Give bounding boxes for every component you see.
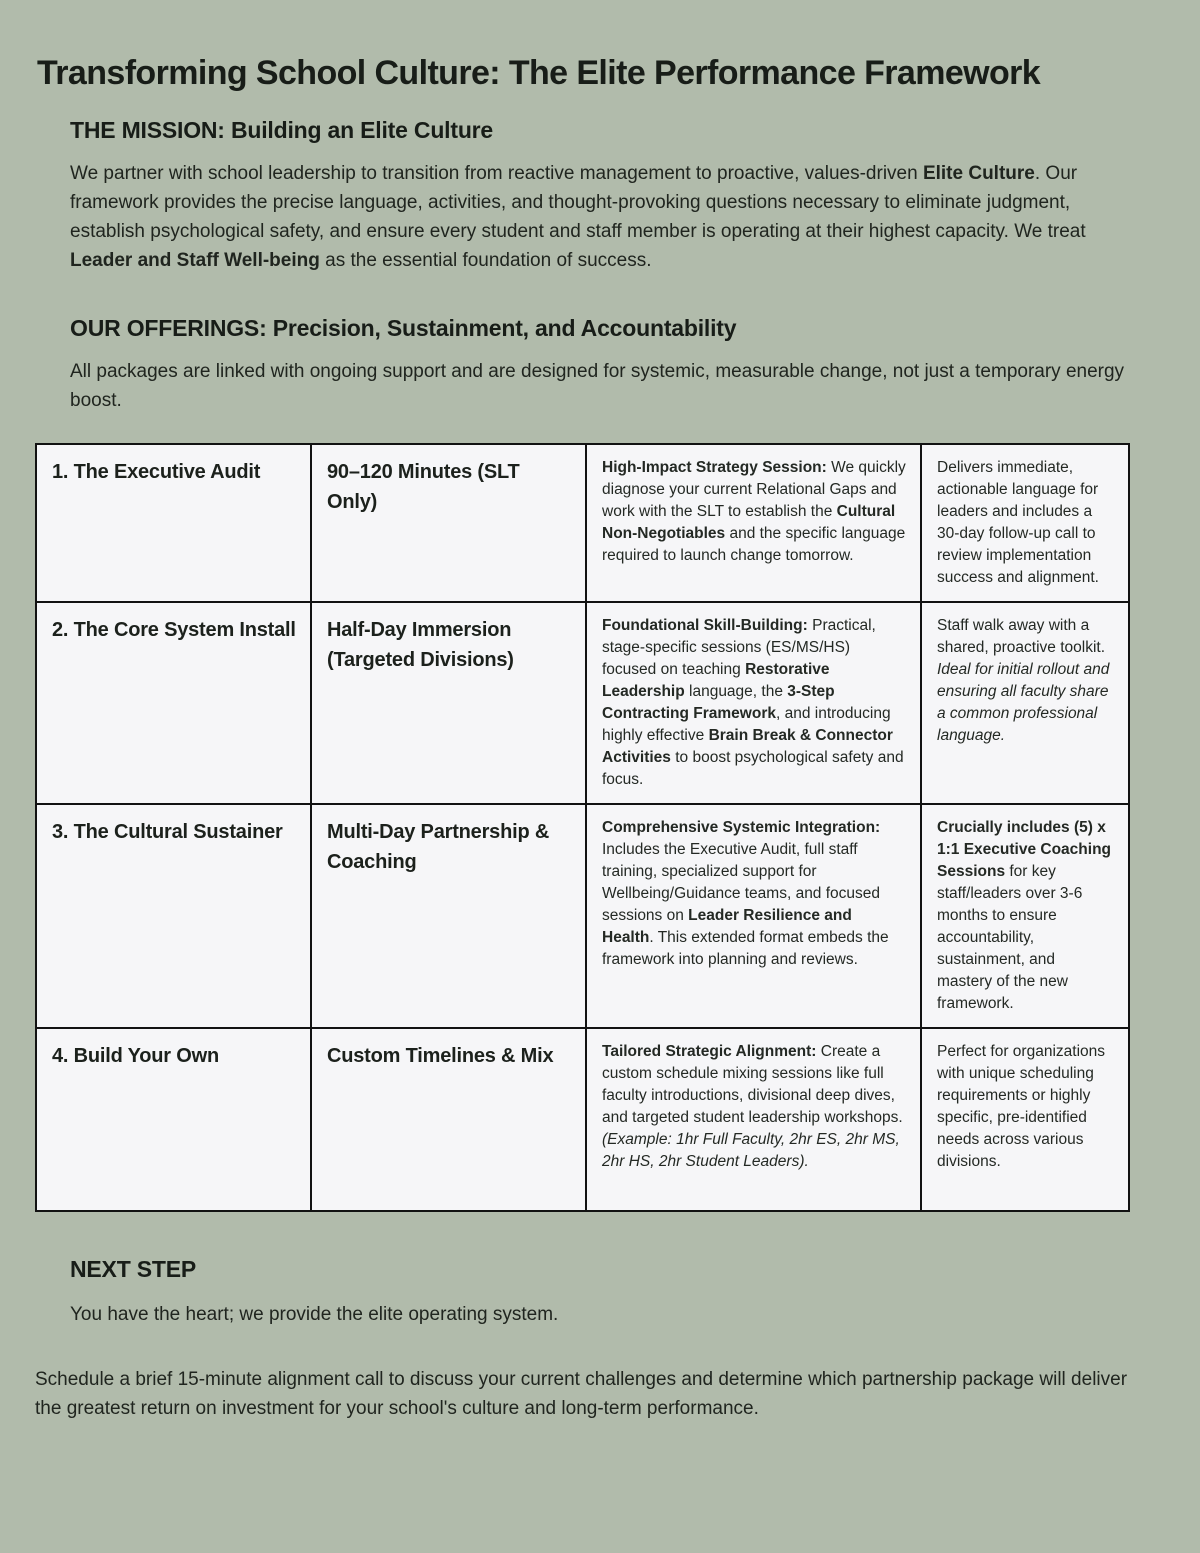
package-outcome-cell: Perfect for organizations with unique scheduling requirements or highly specific, pre-identified needs across various divisions. xyxy=(921,1028,1129,1211)
body-sections xyxy=(70,117,1146,415)
package-description-cell: Foundational Skill-Building: Practical, stage-specific sessions (ES/MS/HS) focused on teaching Restorative Leadership language, the 3-Step Contracting Framework, and introducing highly effective Brain Break & Connector Activities to boost psychological safety and focus. xyxy=(586,602,921,804)
package-description-cell: High-Impact Strategy Session: We quickly diagnose your current Relational Gaps and work with the SLT to establish the Cultural Non-Negotiables and the specific language required to launch change tomorrow. xyxy=(586,444,921,602)
offerings-table xyxy=(35,443,1130,1212)
package-outcome-cell: Delivers immediate, actionable language for leaders and includes a 30-day follow-up call to review implementation success and alignment. xyxy=(921,444,1129,602)
package-format-cell: 90–120 Minutes (SLT Only) xyxy=(311,444,586,602)
table-row xyxy=(36,602,1129,804)
table-row xyxy=(36,444,1129,602)
table-row xyxy=(36,804,1129,1028)
package-name-cell: 4. Build Your Own xyxy=(36,1028,311,1211)
package-name-cell: 2. The Core System Install xyxy=(36,602,311,804)
package-format-cell: Custom Timelines & Mix xyxy=(311,1028,586,1211)
offerings-heading: OUR OFFERINGS: Precision, Sustainment, and Accountability xyxy=(70,315,737,341)
package-description-cell: Comprehensive Systemic Integration: Includes the Executive Audit, full staff training, specialized support for Wellbeing/Guidance teams, and focused sessions on Leader Resilience and Health. This extended format embeds the framework into planning and reviews. xyxy=(586,804,921,1028)
package-name-cell: 1. The Executive Audit xyxy=(36,444,311,602)
offerings-intro-paragraph: All packages are linked with ongoing support and are designed for systemic, measurable change, not just a temporary energy boost. xyxy=(70,361,1125,411)
package-format-cell: Multi-Day Partnership & Coaching xyxy=(311,804,586,1028)
package-outcome-cell: Staff walk away with a shared, proactive toolkit. Ideal for initial rollout and ensuring all faculty share a common professional language. xyxy=(921,602,1129,804)
next-step-section xyxy=(70,1256,1146,1329)
package-outcome-cell: Crucially includes (5) x 1:1 Executive Coaching Sessions for key staff/leaders over 3-6 months to ensure accountability, sustainment, and mastery of the new framework. xyxy=(921,804,1129,1028)
mission-heading: THE MISSION: Building an Elite Culture xyxy=(70,117,494,143)
next-step-heading: NEXT STEP xyxy=(70,1256,197,1282)
page-title: Transforming School Culture: The Elite Performance Framework xyxy=(37,54,1041,92)
mission-paragraph: We partner with school leadership to transition from reactive management to proactive, values-driven Elite Culture. Our framework provides the precise language, activities, and thought-provoking questions necessary to eliminate judgment, establish psychological safety, and ensure every student and staff member is operating at their highest capacity. We treat Leader and Staff Well-being as the essential foundation of success. xyxy=(70,163,1086,271)
package-description-cell: Tailored Strategic Alignment: Create a custom schedule mixing sessions like full faculty introductions, divisional deep dives, and targeted student leadership workshops. (Example: 1hr Full Faculty, 2hr ES, 2hr MS, 2hr HS, 2hr Student Leaders). xyxy=(586,1028,921,1211)
closing-paragraph: Schedule a brief 15-minute alignment call to discuss your current challenges and determine which partnership package will deliver the greatest return on investment for your school's culture and long-term performance. xyxy=(35,1369,1128,1419)
package-name-cell: 3. The Cultural Sustainer xyxy=(36,804,311,1028)
package-format-cell: Half-Day Immersion (Targeted Divisions) xyxy=(311,602,586,804)
table-row xyxy=(36,1028,1129,1211)
next-step-tagline: You have the heart; we provide the elite operating system. xyxy=(70,1304,559,1325)
